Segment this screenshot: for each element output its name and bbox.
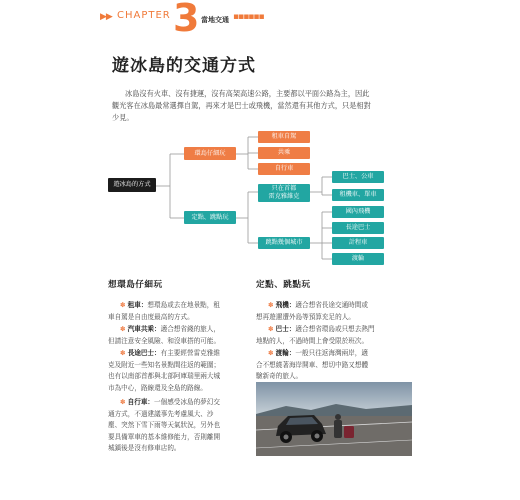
header-arrows: ▶▶ [100, 12, 112, 22]
left-section-heading: 想環島仔細玩 [108, 280, 163, 290]
diagram-branch-a: 環島仔細玩 [184, 147, 236, 160]
bullet-icon: ✽ [120, 349, 126, 357]
diagram-b2-item-2: 長途巴士 [332, 222, 384, 234]
diagram-b-sub-2: 跳點幾個城市 [258, 237, 310, 249]
right-section-heading: 定點、跳點玩 [256, 280, 311, 290]
right-item-plane: ✽ 飛機：適合想省長途交通時間或 想再遊邇遭外島等預算充足的人。 [256, 301, 368, 321]
chapter-title: 當地交通 [201, 16, 229, 24]
bullet-icon: ✽ [268, 349, 274, 357]
bullet-icon: ✽ [268, 325, 274, 333]
diagram-b1-item-1: 巴士、公車 [332, 171, 384, 183]
diagram-b2-item-3: 計程車 [332, 237, 384, 249]
right-item-bus: ✽ 巴士：適合想省環島或只想去熱門 地點的人，不過時間上會受限於班次。 [256, 325, 375, 345]
diagram-a-item-1: 租車自駕 [258, 131, 310, 143]
header-dots: ▪▪▪▪▪▪ [233, 12, 264, 22]
intro-line-3: 少見。 [112, 113, 134, 122]
diagram-b1-item-2: 租機車、單車 [332, 189, 384, 201]
chapter-label: CHAPTER [117, 10, 171, 21]
diagram-b-sub-1: 只在首都 雷克雅維克 [258, 184, 310, 202]
car-photo [256, 382, 412, 456]
left-item-bus: ✽ 長途巴士：有主要經營雷克雅維 克及附近一些知名景點間往返的範圍； 也有以南部首都與北部阿庫瑞里兩大城 市為中心，路線還及全島的路線。 [108, 349, 221, 392]
bullet-icon: ✽ [120, 398, 126, 406]
intro-line-2: 觀光客在冰島最常選擇自駕，再來才是巴士或飛機，當然還有其他方式，只是相對 [112, 101, 371, 110]
car-photo-image [256, 382, 412, 456]
page-title: 遊冰島的交通方式 [112, 56, 256, 76]
diagram-branch-b: 定點、跳點玩 [184, 211, 236, 224]
bullet-icon: ✽ [120, 301, 126, 309]
diagram-b2-item-4: 渡輪 [332, 253, 384, 265]
left-item-bike: ✽ 自行車：一個感受冰島的夢幻交 通方式，不過建議事先考慮風大、沙 塵、突然下雪下雨等天氣狀況，另外也 要具備單車的基本維修能力，否則離開 城鎮後是沒有修車店的。 [108, 398, 221, 453]
left-item-carpool: ✽ 汽車共乘：適合想省錢的旅人， 但請注意安全風險、和沒車搭的可能。 [108, 325, 221, 345]
left-item-rent: ✽ 租車：想環島或去在地景點，租 車自駕是自由度最高的方式。 [108, 301, 220, 321]
intro-line-1: 冰島沒有火車、沒有捷運，沒有高架高速公路，主要都以平面公路為主，因此 [125, 89, 370, 98]
diagram-root: 遊冰島的方式 [108, 178, 156, 192]
bullet-icon: ✽ [268, 301, 274, 309]
diagram-a-item-2: 共乘 [258, 147, 310, 159]
right-item-ferry: ✽ 渡輪：一般只往返海灣兩岸，適 合不想繞著海岸開車、想切中路又想體 驗新奇的旅人。 [256, 349, 369, 381]
bullet-icon: ✽ [120, 325, 126, 333]
diagram-a-item-3: 自行車 [258, 163, 310, 175]
chapter-number: 3 [173, 0, 200, 40]
diagram-b2-item-1: 國內飛機 [332, 206, 384, 218]
